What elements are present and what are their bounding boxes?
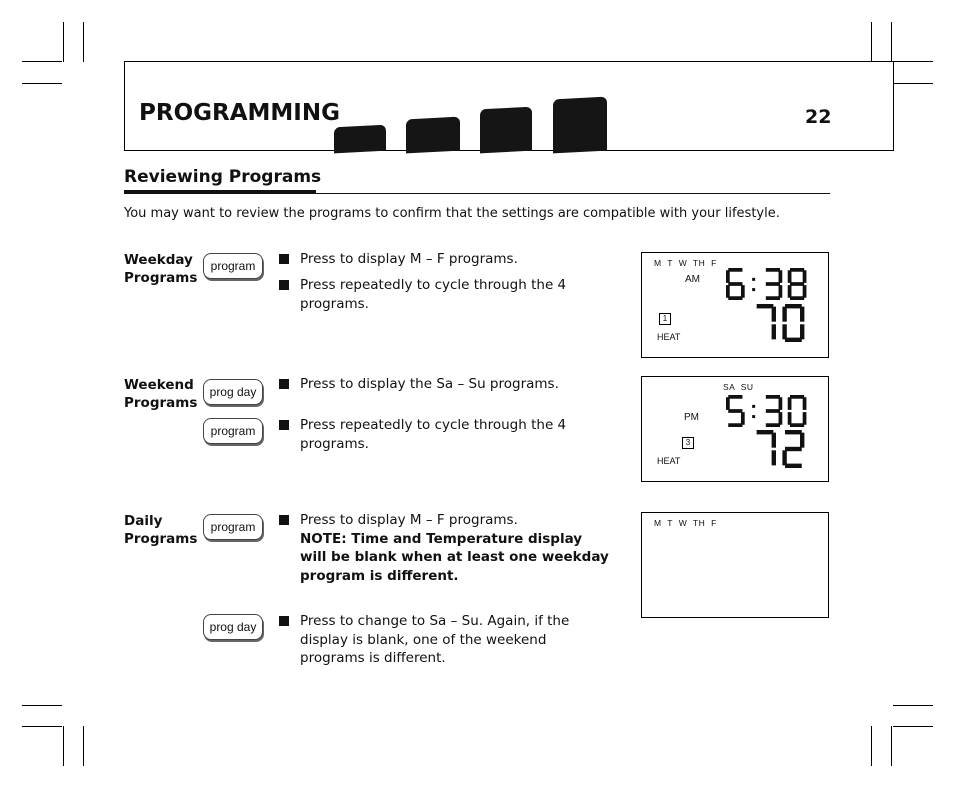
lcd-segment-c (741, 285, 745, 298)
daily-bullet-1: Press to display M – F programs. NOTE: Time and Temperature display will be blank when at least one weekday program is different. (300, 512, 609, 584)
weekend-lcd-display (641, 376, 829, 482)
lcd-segment-e (782, 324, 786, 339)
lcd-segment-b (779, 397, 783, 410)
lcd-segment-a (785, 430, 802, 434)
section-title: Reviewing Programs (124, 167, 322, 187)
lcd-segment-d (785, 464, 802, 468)
lcd-time-digits (726, 394, 806, 428)
lcd-segment-c (800, 324, 804, 339)
lcd-segment-f (726, 270, 730, 283)
weekend-bullet-2: Press repeatedly to cycle through the 4 programs. (300, 417, 567, 452)
daily-lcd-display (641, 512, 829, 618)
lcd-segment-e (788, 412, 792, 425)
program-button[interactable]: program (203, 253, 263, 279)
lcd-segment-d (790, 296, 804, 300)
lcd-segment-c (779, 412, 783, 425)
lcd-segment-a (785, 304, 802, 308)
lcd-segment-g (766, 409, 780, 413)
page-number: 22 (805, 106, 832, 128)
lcd-segment-g (728, 282, 742, 286)
weekday-lcd-display (641, 252, 829, 358)
lcd-mode: HEAT (657, 332, 681, 342)
daily-note: NOTE: Time and Temperature display will be blank when at least one weekday program is different. (300, 530, 609, 584)
lcd-segment-g (785, 447, 802, 451)
lcd-segment-f (726, 397, 730, 410)
lcd-segment-d (728, 296, 742, 300)
lcd-segment-f (782, 307, 786, 322)
lcd-ampm: PM (684, 412, 699, 423)
lcd-segment-g (790, 282, 804, 286)
lcd-segment-c (772, 324, 776, 339)
bullet-icon (279, 379, 289, 389)
header-tab-4 (553, 97, 607, 154)
lcd-temperature-digits (754, 429, 806, 469)
bullet-icon (279, 616, 289, 626)
lcd-segment-c (772, 450, 776, 465)
lcd-segment-d (766, 296, 780, 300)
lcd-segment-b (779, 270, 783, 283)
lcd-segment-e (788, 285, 792, 298)
lcd-segment-d (790, 423, 804, 427)
weekend-bullet-1: Press to display the Sa – Su programs. (300, 376, 559, 392)
lcd-colon (752, 415, 755, 418)
lcd-segment-b (800, 433, 804, 448)
lcd-segment-b (772, 307, 776, 322)
lcd-segment-c (779, 285, 783, 298)
weekday-bullet-2: Press repeatedly to cycle through the 4 programs. (300, 277, 567, 312)
lcd-segment-g (728, 409, 742, 413)
program-button[interactable]: program (203, 418, 263, 444)
lcd-time-digits (726, 267, 806, 301)
lcd-segment-c (803, 285, 807, 298)
header-tab-1 (334, 125, 386, 154)
lcd-ampm: AM (685, 274, 700, 285)
daily-bullet-2: Press to change to Sa – Su. Again, if the display is blank, one of the weekend programs is different. (300, 613, 570, 666)
weekend-label: Weekend Programs (124, 377, 198, 411)
weekday-bullet-1: Press to display M – F programs. (300, 251, 518, 267)
lcd-temperature-digits (754, 303, 806, 343)
intro-text: You may want to review the programs to confirm that the settings are compatible with your lifestyle. (124, 206, 780, 221)
lcd-segment-c (741, 412, 745, 425)
lcd-segment-a (757, 304, 774, 308)
lcd-segment-c (803, 412, 807, 425)
lcd-segment-b (772, 433, 776, 448)
lcd-days: M T W TH F (654, 518, 717, 528)
prog-day-button[interactable]: prog day (203, 614, 263, 640)
bullet-icon (279, 280, 289, 290)
lcd-segment-a (728, 268, 742, 272)
lcd-mode: HEAT (657, 456, 681, 466)
page-title: PROGRAMMING (139, 100, 340, 126)
lcd-segment-d (766, 423, 780, 427)
lcd-segment-a (790, 268, 804, 272)
lcd-segment-a (728, 395, 742, 399)
lcd-segment-b (800, 307, 804, 322)
program-button[interactable]: program (203, 514, 263, 540)
prog-day-button[interactable]: prog day (203, 379, 263, 405)
lcd-segment-b (803, 397, 807, 410)
lcd-days: M T W TH F (654, 258, 717, 268)
lcd-colon (752, 405, 755, 408)
lcd-segment-d (785, 338, 802, 342)
lcd-colon (752, 278, 755, 281)
lcd-colon (752, 288, 755, 291)
lcd-segment-f (788, 397, 792, 410)
lcd-segment-b (803, 270, 807, 283)
lcd-program-number: 1 (659, 313, 671, 325)
lcd-segment-e (782, 450, 786, 465)
lcd-days: SA SU (723, 382, 754, 392)
weekday-label: Weekday Programs (124, 252, 198, 286)
lcd-segment-e (726, 285, 730, 298)
lcd-segment-a (766, 395, 780, 399)
lcd-segment-f (788, 270, 792, 283)
lcd-segment-a (790, 395, 804, 399)
daily-label: Daily Programs (124, 513, 198, 547)
lcd-segment-d (728, 423, 742, 427)
header-tab-2 (406, 117, 460, 154)
lcd-program-number: 3 (682, 437, 694, 449)
header-tab-3 (480, 107, 532, 154)
bullet-icon (279, 420, 289, 430)
bullet-icon (279, 254, 289, 264)
lcd-segment-g (766, 282, 780, 286)
bullet-icon (279, 515, 289, 525)
section-rule (124, 193, 830, 194)
lcd-segment-a (766, 268, 780, 272)
lcd-segment-a (757, 430, 774, 434)
